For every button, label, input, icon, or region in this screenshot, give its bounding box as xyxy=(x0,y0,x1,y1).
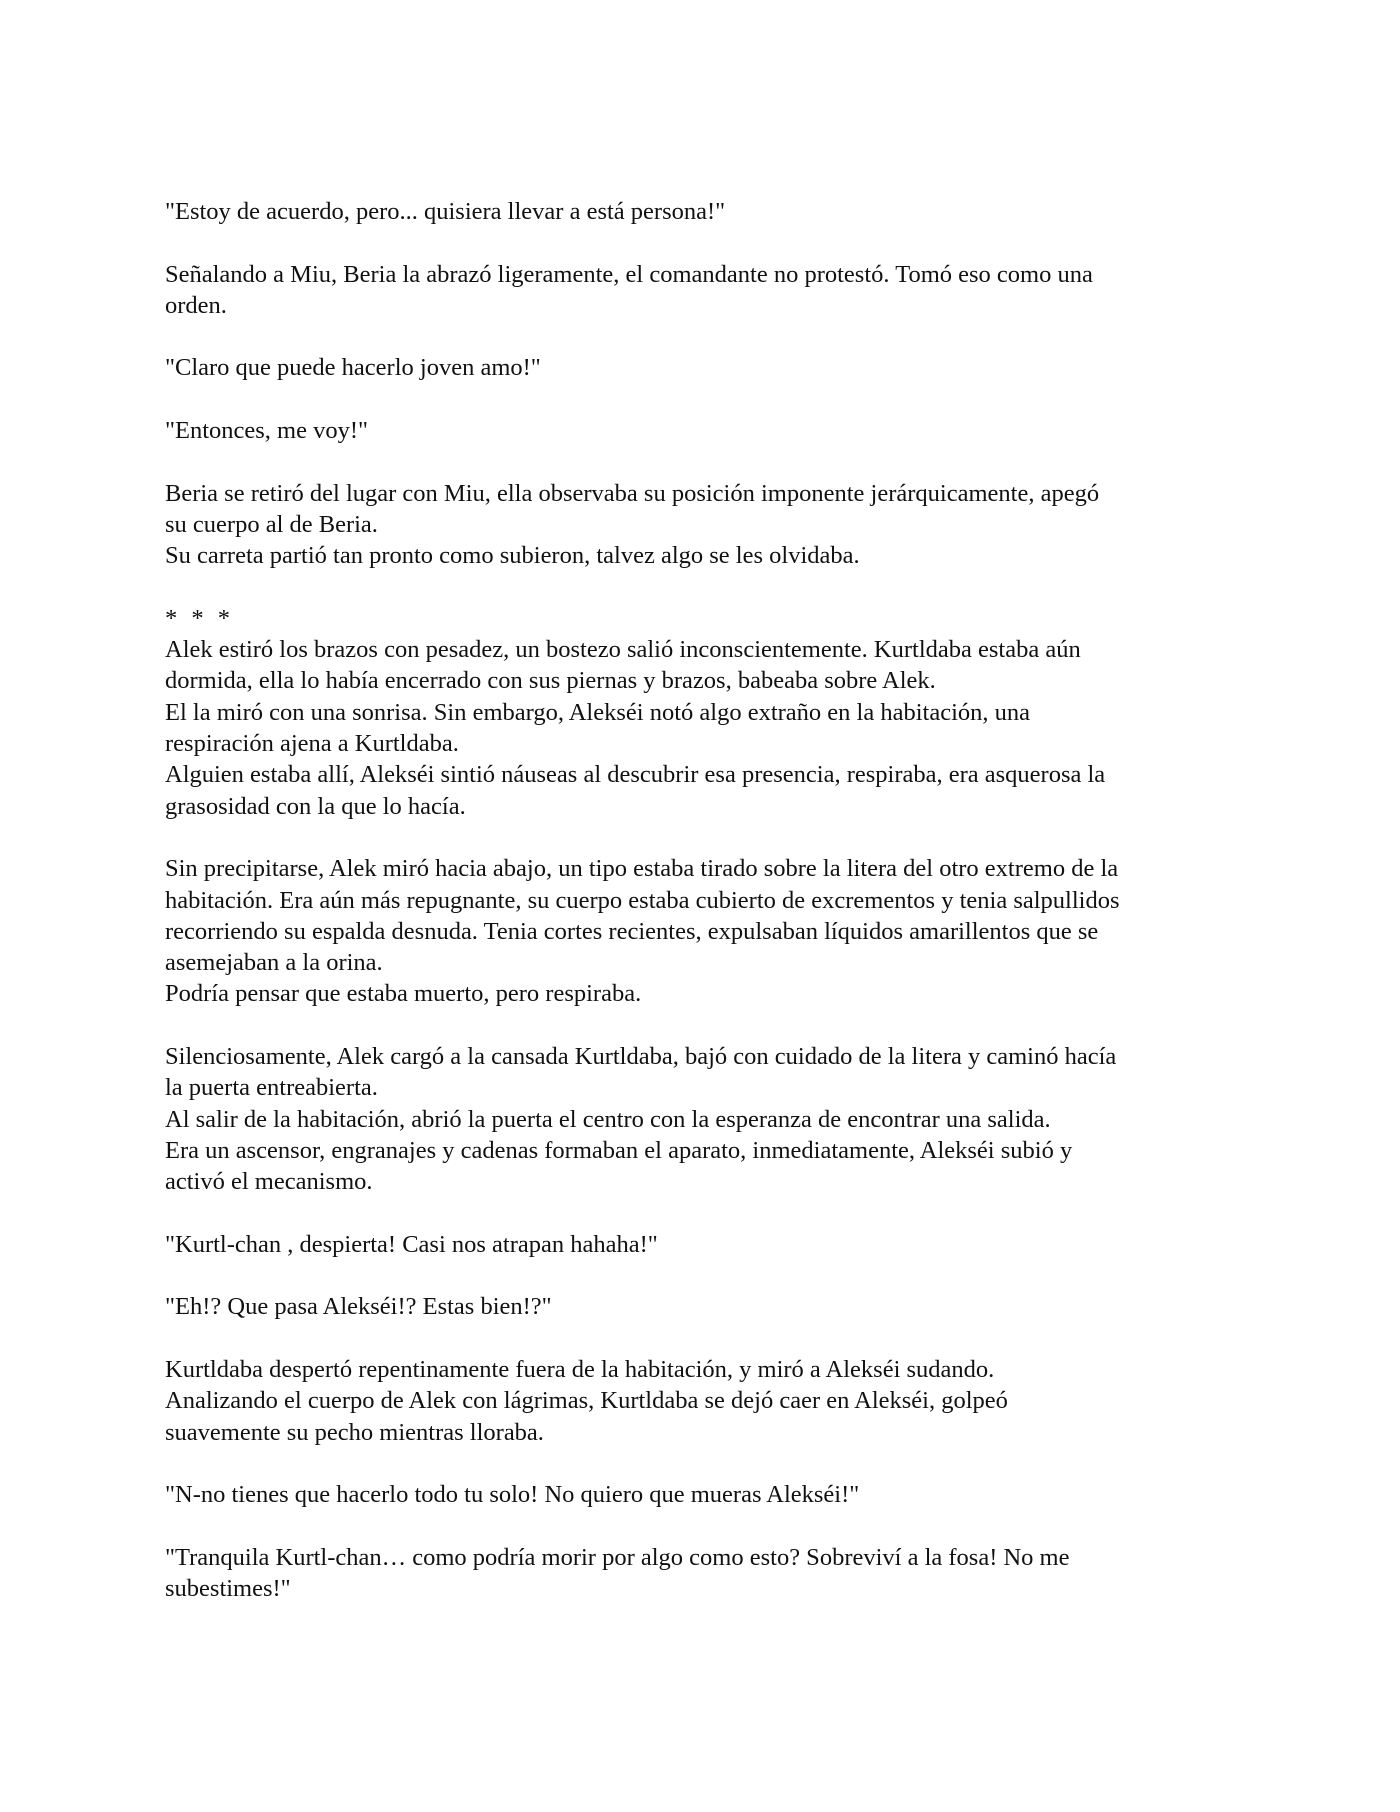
text-line: El la miró con una sonrisa. Sin embargo, Alekséi notó algo extraño en la habitación, una xyxy=(165,698,1031,726)
text-line: la puerta entreabierta. xyxy=(165,1074,378,1102)
paragraph-gap xyxy=(165,446,1245,477)
text-line: Kurtldaba despertó repentinamente fuera de la habitación, y miró a Alekséi sudando. xyxy=(165,1355,995,1383)
text-line: "Eh!? Que pasa Alekséi!? Estas bien!?" xyxy=(165,1293,552,1321)
text-line: recorriendo su espalda desnuda. Tenia cortes recientes, expulsaban líquidos amarillentos que se xyxy=(165,917,1099,945)
text-line: subestimes!" xyxy=(165,1575,291,1603)
paragraph-gap xyxy=(165,1448,1245,1479)
text-line: Alek estiró los brazos con pesadez, un bostezo salió inconscientemente. Kurtldaba estaba aún xyxy=(165,636,1081,664)
text-line: asemejaban a la orina. xyxy=(165,949,383,977)
text-line: grasosidad con la que lo hacía. xyxy=(165,792,466,820)
paragraph-gap xyxy=(165,384,1245,415)
text-line: suavemente su pecho mientras lloraba. xyxy=(165,1418,544,1446)
text-line: Alguien estaba allí, Alekséi sintió náuseas al descubrir esa presencia, respiraba, era asquerosa la xyxy=(165,761,1106,789)
document-body xyxy=(165,196,1245,1604)
text-line: "Kurtl-chan , despierta! Casi nos atrapan hahaha!" xyxy=(165,1230,658,1258)
text-line: orden. xyxy=(165,291,227,319)
text-line: Al salir de la habitación, abrió la puerta el centro con la esperanza de encontrar una salida. xyxy=(165,1105,1051,1133)
text-line: su cuerpo al de Beria. xyxy=(165,510,378,538)
text-line: Beria se retiró del lugar con Miu, ella observaba su posición imponente jerárquicamente, apegó xyxy=(165,479,1100,507)
text-line: "Entonces, me voy!" xyxy=(165,417,369,445)
paragraph-gap xyxy=(165,572,1245,603)
paragraph-gap xyxy=(165,1198,1245,1229)
scene-separator: * * * xyxy=(165,604,234,632)
paragraph-gap xyxy=(165,1010,1245,1041)
text-line: "Claro que puede hacerlo joven amo!" xyxy=(165,354,541,382)
text-line: habitación. Era aún más repugnante, su cuerpo estaba cubierto de excrementos y tenia salpullidos xyxy=(165,886,1120,914)
paragraph-gap xyxy=(165,227,1245,258)
text-line: "Estoy de acuerdo, pero... quisiera llevar a está persona!" xyxy=(165,198,726,225)
text-line: Sin precipitarse, Alek miró hacia abajo, un tipo estaba tirado sobre la litera del otro extremo de la xyxy=(165,855,1119,883)
text-line: respiración ajena a Kurtldaba. xyxy=(165,730,459,758)
text-line: activó el mecanismo. xyxy=(165,1168,373,1196)
paragraph-gap xyxy=(165,822,1245,853)
text-line: Su carreta partió tan pronto como subieron, talvez algo se les olvidaba. xyxy=(165,542,860,570)
text-line: "Tranquila Kurtl-chan… como podría morir por algo como esto? Sobreviví a la fosa! No me xyxy=(165,1543,1070,1571)
paragraph-gap xyxy=(165,1260,1245,1291)
paragraph-gap xyxy=(165,1510,1245,1541)
text-line: Era un ascensor, engranajes y cadenas formaban el aparato, inmediatamente, Alekséi subió y xyxy=(165,1136,1073,1164)
text-line: "N-no tienes que hacerlo todo tu solo! No quiero que mueras Alekséi!" xyxy=(165,1481,860,1509)
paragraph-gap xyxy=(165,1323,1245,1354)
text-line: Señalando a Miu, Beria la abrazó ligeramente, el comandante no protestó. Tomó eso como una xyxy=(165,260,1093,288)
text-line: Podría pensar que estaba muerto, pero respiraba. xyxy=(165,980,642,1008)
paragraph-gap xyxy=(165,321,1245,352)
text-line: Silenciosamente, Alek cargó a la cansada Kurtldaba, bajó con cuidado de la litera y caminó hacía xyxy=(165,1043,1117,1071)
text-line: dormida, ella lo había encerrado con sus piernas y brazos, babeaba sobre Alek. xyxy=(165,667,936,695)
text-line: Analizando el cuerpo de Alek con lágrimas, Kurtldaba se dejó caer en Alekséi, golpeó xyxy=(165,1387,1008,1415)
